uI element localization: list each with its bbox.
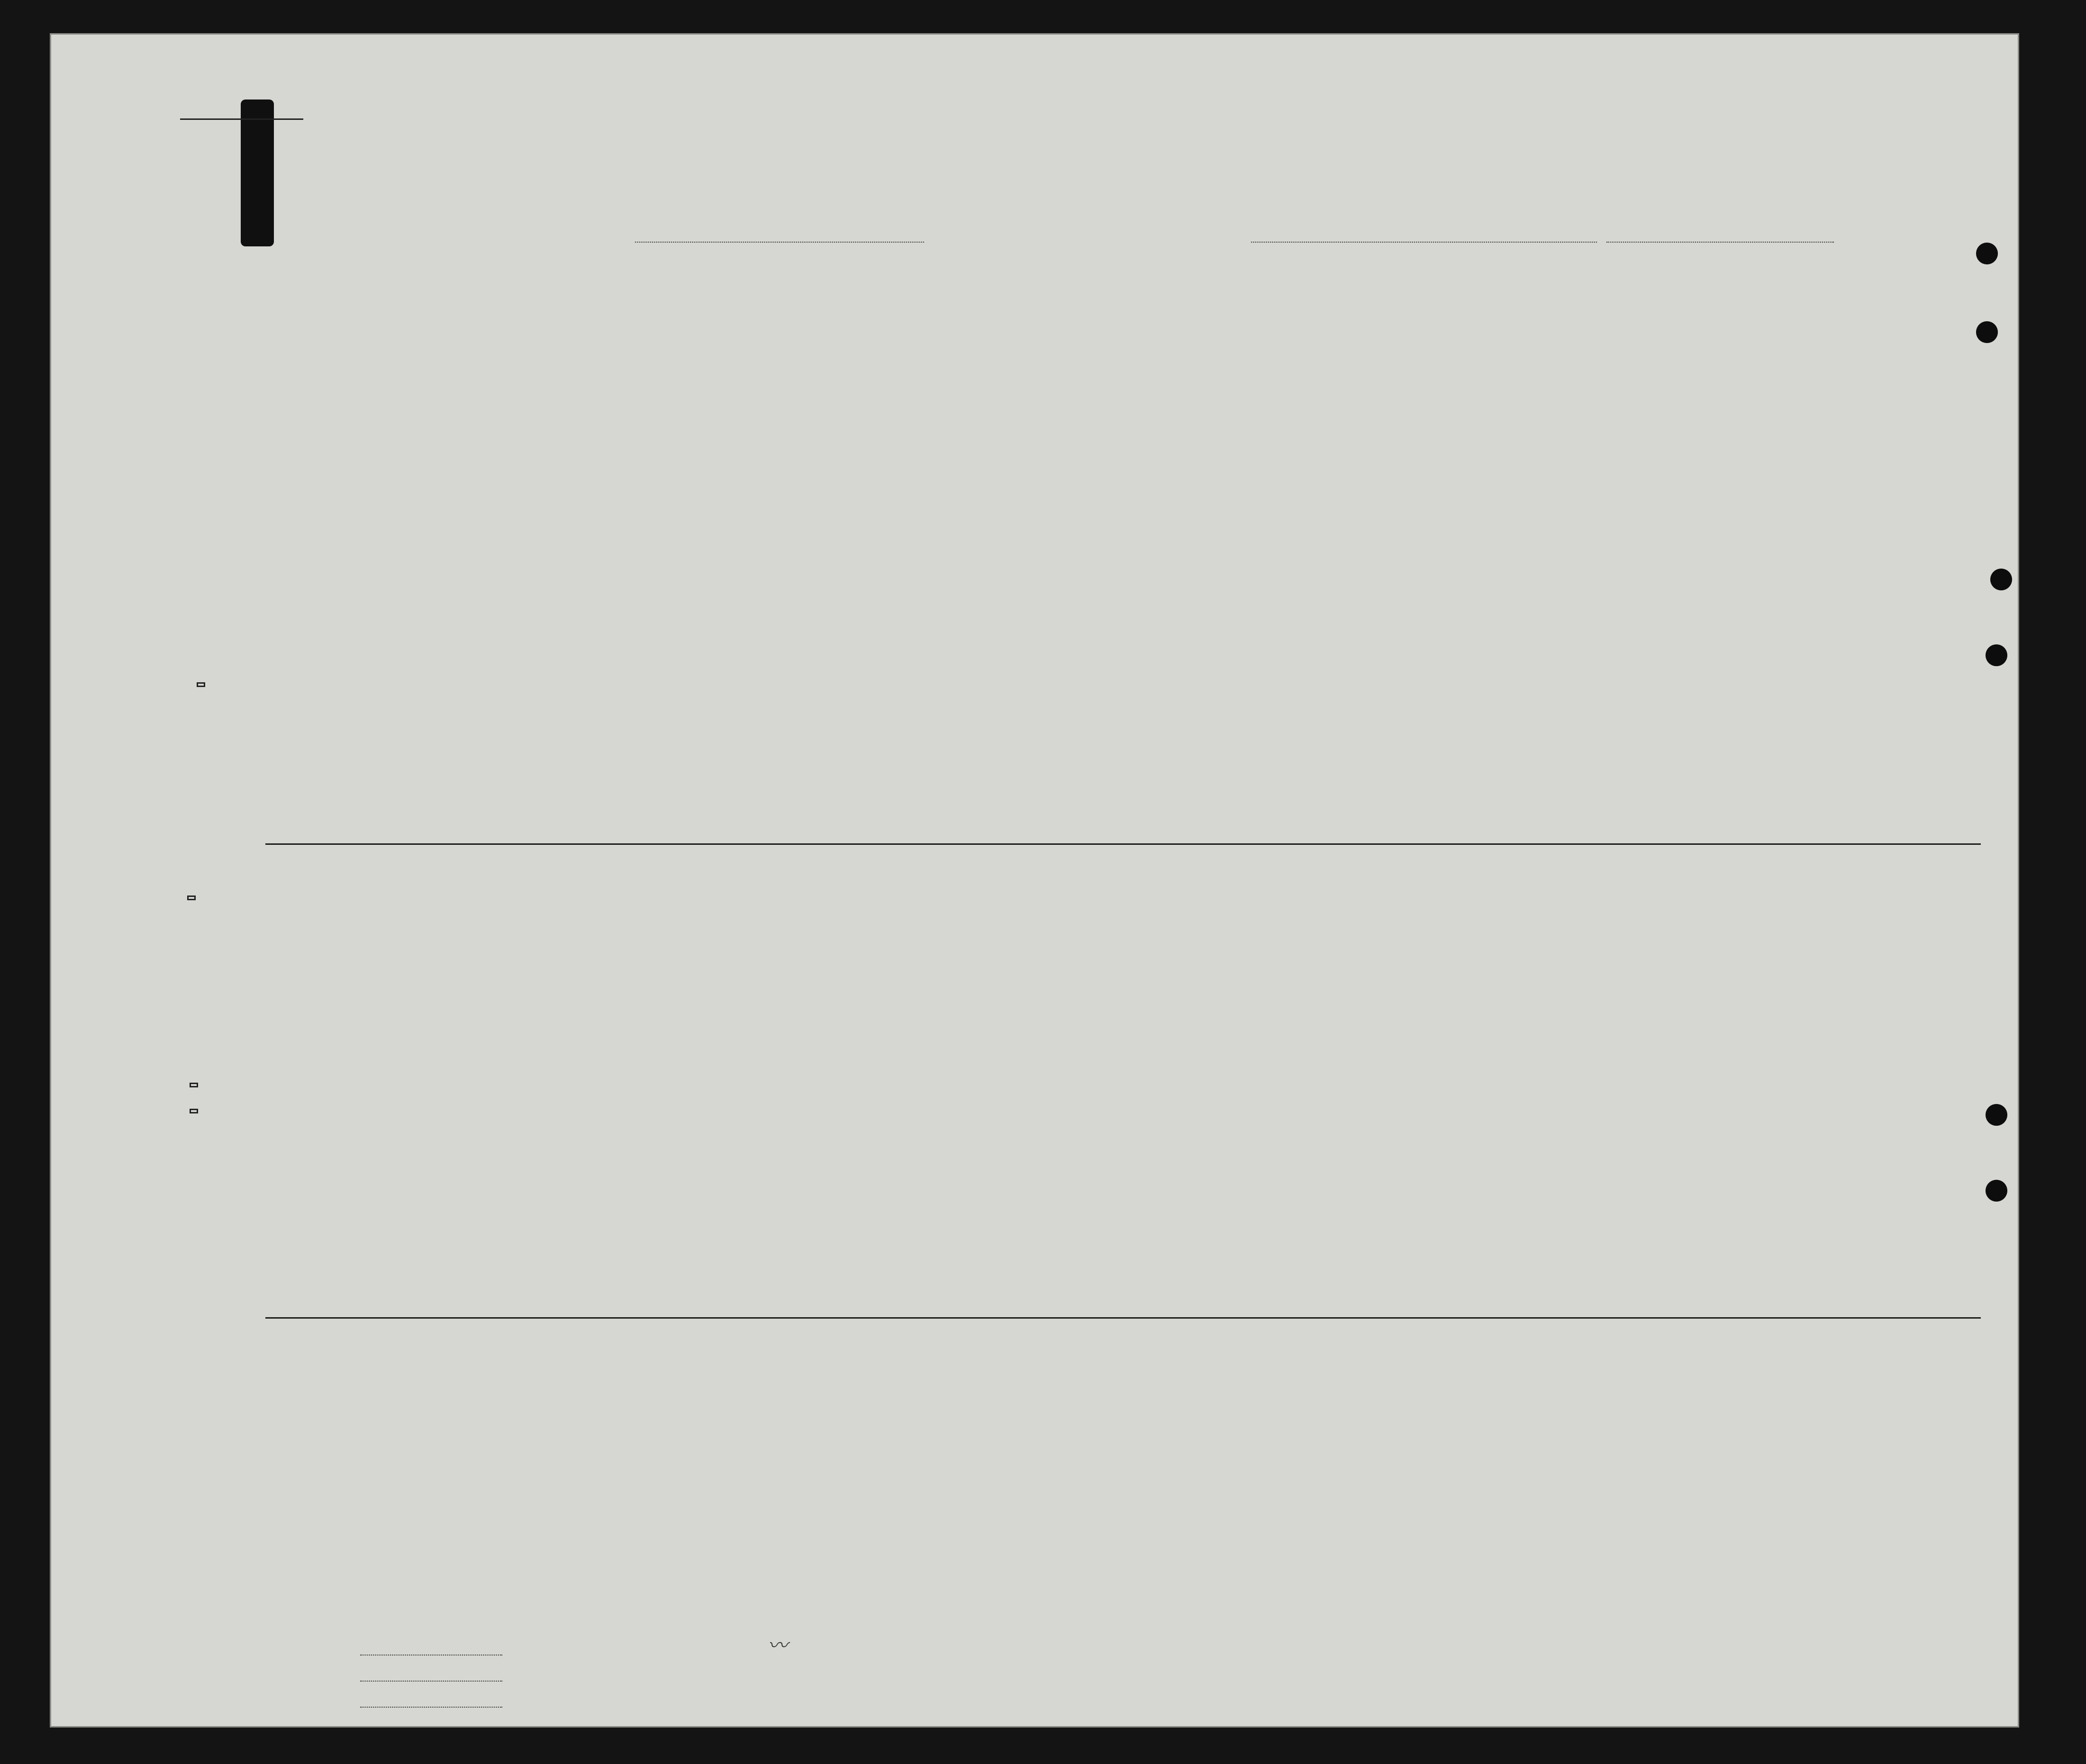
binder-tab (241, 100, 274, 246)
punch-hole (1986, 1104, 2007, 1126)
punch-hole (1976, 321, 1998, 343)
port-line (1251, 242, 1597, 243)
punch-hole (1976, 243, 1998, 264)
list-number-line (180, 118, 303, 120)
us-cit-stamp-row18 (190, 1083, 198, 1087)
strike-row-24 (265, 1317, 1981, 1319)
us-cit-stamp-row7 (197, 682, 205, 687)
us-cit-stamp-row19 (190, 1109, 198, 1113)
punch-hole (1990, 569, 2012, 590)
aliens-line (360, 1707, 502, 1708)
punch-hole (1986, 1180, 2007, 1202)
ship-name-line (635, 242, 924, 243)
manifest-sheet (50, 33, 2019, 1728)
date-line (1606, 242, 1834, 243)
us-cit-stamp-row13 (187, 896, 196, 900)
us-citizens-line (360, 1681, 502, 1682)
strike-row-11 (265, 843, 1981, 845)
purser-signature: 〰 (768, 1634, 788, 1657)
punch-hole (1986, 644, 2007, 666)
